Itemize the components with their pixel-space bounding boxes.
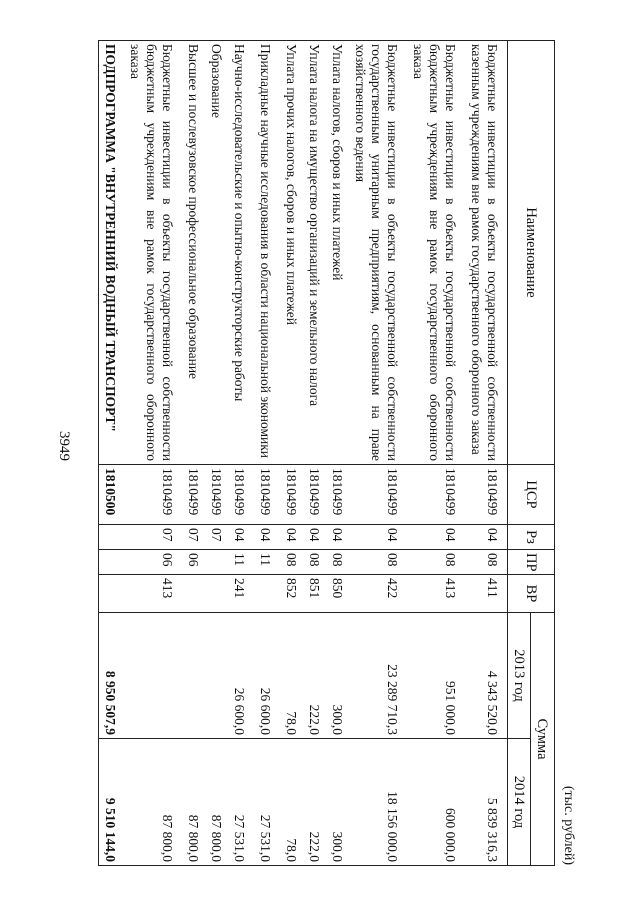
row-pr: 11: [258, 553, 273, 566]
row-sum-2014: 27 531,0: [258, 814, 273, 862]
row-csr: 1810499: [385, 468, 400, 516]
table-header: [508, 41, 555, 866]
row-pr: 08: [330, 553, 345, 567]
row-name: Бюджетные инвестиции в объекты государственной собственности бюджетным учреждениям вне рамок государственного оборонного заказа: [411, 44, 458, 461]
header-year-2013: 2013 год: [508, 613, 531, 739]
row-csr: 1810499: [232, 468, 247, 516]
row-name: Высшее и послевузовское профессиональное образование: [186, 44, 201, 380]
row-name: Уплата налогов, сборов и иных платежей: [330, 44, 345, 281]
row-csr: 1810499: [485, 468, 500, 516]
row-sum-2014: 87 800,0: [160, 814, 175, 862]
row-rz: 04: [258, 528, 273, 542]
row-name: Уплата налога на имущество организаций и земельного налога: [307, 44, 322, 407]
row-rz: 04: [330, 528, 345, 542]
row-pr: 06: [160, 553, 175, 567]
row-csr: 1810499: [307, 468, 322, 516]
row-pr: 08: [385, 553, 400, 567]
row-name: ПОДПРОГРАММА "ВНУТРЕННИЙ ВОДНЫЙ ТРАНСПОРТ": [103, 44, 118, 432]
table-row: [254, 41, 280, 866]
row-sum-2013: 26 600,0: [232, 687, 247, 735]
table-row: [303, 41, 326, 866]
row-sum-2013: 26 600,0: [258, 687, 273, 735]
row-csr: 1810500: [103, 468, 118, 516]
table-body: [99, 41, 508, 866]
table-row: [407, 41, 465, 866]
header-csr: ЦСР: [508, 465, 555, 525]
table-row: [205, 41, 228, 866]
row-rz: 04: [307, 528, 322, 542]
row-pr: 11: [232, 553, 247, 566]
row-pr: 08: [284, 553, 299, 567]
row-sum-2013: 4 343 520,0: [485, 670, 500, 735]
row-pr: 08: [485, 553, 500, 567]
row-sum-2014: 600 000,0: [443, 808, 458, 862]
row-sum-2014: 27 531,0: [232, 814, 247, 862]
row-rz: 04: [443, 528, 458, 542]
row-sum-2014: 9 510 144,0: [103, 797, 118, 862]
row-sum-2013: 8 950 507,9: [103, 670, 118, 735]
row-vr: 413: [443, 578, 458, 599]
row-sum-2014: 78,0: [284, 838, 299, 862]
row-sum-2013: 300,0: [330, 704, 345, 735]
row-rz: 04: [284, 528, 299, 542]
row-sum-2014: 5 839 316,3: [485, 797, 500, 862]
row-pr: 06: [186, 553, 201, 567]
table-row: [124, 41, 182, 866]
table-row: [182, 41, 205, 866]
row-csr: 1810499: [258, 468, 273, 516]
row-vr: 413: [160, 578, 175, 599]
row-name: Прикладные научные исследования в области национальной экономики: [258, 44, 273, 459]
row-sum-2014: 87 800,0: [209, 814, 224, 862]
budget-table: [98, 40, 555, 866]
header-vr: ВР: [508, 575, 555, 613]
unit-note: (тыс. рублей): [561, 785, 576, 865]
row-name: Научно-исследовательские и опытно-конструкторские работы: [232, 44, 247, 402]
header-rz: Рз: [508, 525, 555, 550]
header-sum: Сумма: [531, 613, 555, 866]
row-rz: 04: [232, 528, 247, 542]
row-sum-2013: 222,0: [307, 704, 322, 735]
row-vr: 851: [307, 578, 322, 599]
row-csr: 1810499: [160, 468, 175, 516]
row-rz: 07: [209, 528, 224, 542]
row-sum-2014: 18 156 000,0: [385, 791, 400, 862]
row-sum-2014: 87 800,0: [186, 814, 201, 862]
header-year-2014: 2014 год: [508, 739, 531, 866]
table-row: [326, 41, 349, 866]
row-csr: 1810499: [443, 468, 458, 516]
table-row: [228, 41, 254, 866]
row-name: Бюджетные инвестиции в объекты государственной собственности бюджетным учреждениям вне рамок государственного оборонного заказа: [128, 44, 175, 461]
row-vr: 850: [330, 578, 345, 599]
row-csr: 1810499: [330, 468, 345, 516]
table-row: [465, 41, 508, 866]
row-rz: 04: [485, 528, 500, 542]
row-rz: 04: [385, 528, 400, 542]
row-sum-2013: 78,0: [284, 711, 299, 735]
row-name: Бюджетные инвестиции в объекты государственной собственности государственным унитарным предприятиям, основанным на праве хозяйственного ведения: [353, 44, 400, 461]
row-name: Образование: [209, 44, 224, 118]
row-name: Уплата прочих налогов, сборов и иных платежей: [284, 44, 299, 325]
row-pr: 08: [443, 553, 458, 567]
row-name: Бюджетные инвестиции в объекты государственной собственности казенным учреждениям вне рамок государственного оборонного заказа: [469, 44, 500, 461]
header-pr: ПР: [508, 550, 555, 575]
row-pr: 08: [307, 553, 322, 567]
row-rz: 07: [160, 528, 175, 542]
table-row: [280, 41, 303, 866]
row-vr: 241: [232, 578, 247, 599]
row-csr: 1810499: [186, 468, 201, 516]
row-vr: 852: [284, 578, 299, 599]
row-csr: 1810499: [209, 468, 224, 516]
row-sum-2013: 951 000,0: [443, 681, 458, 735]
header-name: Наименование: [508, 41, 555, 465]
rotated-page-content: [85, 40, 576, 865]
table-row: [349, 41, 407, 866]
page-number: 3949: [56, 431, 72, 461]
row-sum-2014: 300,0: [330, 831, 345, 862]
table-row-total: [99, 41, 125, 866]
row-rz: 07: [186, 528, 201, 542]
row-vr: 411: [485, 578, 500, 598]
row-sum-2013: 23 289 710,3: [385, 664, 400, 735]
row-csr: 1810499: [284, 468, 299, 516]
row-sum-2014: 222,0: [307, 831, 322, 862]
row-vr: 422: [385, 578, 400, 599]
